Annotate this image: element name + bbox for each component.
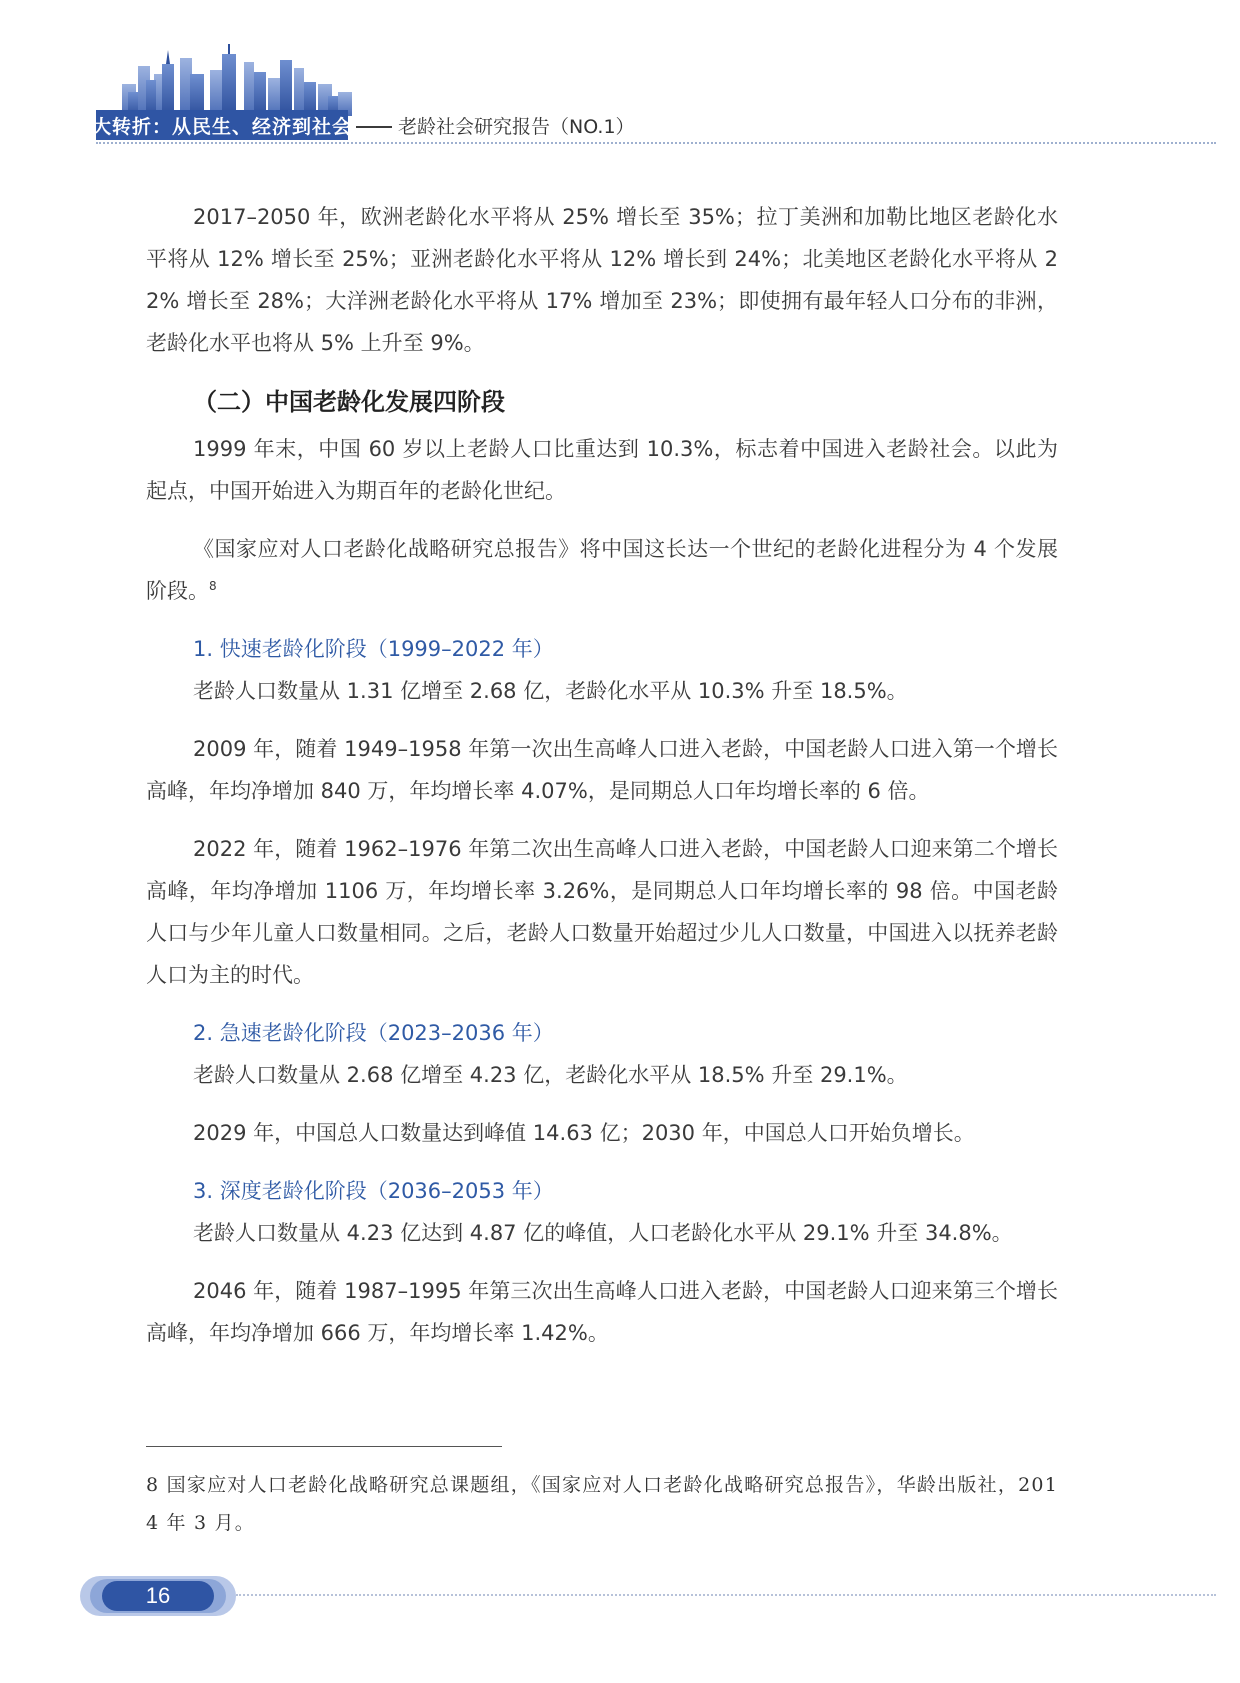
- stage2-summary: 老龄人口数量从 2.68 亿增至 4.23 亿，老龄化水平从 18.5% 升至 29.1%。: [193, 1063, 908, 1087]
- paragraph-1999-aging-society: 1999 年末，中国 60 岁以上老龄人口比重达到 10.3%，标志着中国进入老龄社会。以此为起点，中国开始进入为期百年的老龄化世纪。: [146, 437, 1058, 503]
- stage1-2009-peak: 2009 年，随着 1949–1958 年第一次出生高峰人口进入老龄，中国老龄人口进入第一个增长高峰，年均净增加 840 万，年均增长率 4.07%，是同期总人口年均增长率的 6 倍。: [146, 737, 1058, 803]
- page-number-badge: [80, 1576, 240, 1616]
- book-title: 大转折：从民生、经济到社会: [92, 115, 353, 138]
- header-dash-divider: [356, 126, 392, 128]
- header-dotted-rule: [96, 142, 1216, 144]
- paragraph-four-stages-intro: [146, 528, 1058, 612]
- stage2-heading: 2. 急速老龄化阶段（2023–2036 年）: [193, 1021, 554, 1045]
- stage3-heading: 3. 深度老龄化阶段（2036–2053 年）: [193, 1179, 554, 1203]
- footnote-8: 8 国家应对人口老龄化战略研究总课题组，《国家应对人口老龄化战略研究总报告》，华龄出版社，2014 年 3 月。: [146, 1474, 1058, 1534]
- footer-dotted-rule: [236, 1594, 1216, 1596]
- stage3-2046-peak: 2046 年，随着 1987–1995 年第三次出生高峰人口进入老龄，中国老龄人口迎来第三个增长高峰，年均净增加 666 万，年均增长率 1.42%。: [146, 1279, 1058, 1345]
- stage1-summary: 老龄人口数量从 1.31 亿增至 2.68 亿，老龄化水平从 10.3% 升至 18.5%。: [193, 679, 908, 703]
- four-stages-intro-text: 《国家应对人口老龄化战略研究总报告》将中国这长达一个世纪的老龄化进程分为 4 个发展阶段。: [146, 537, 1058, 603]
- stage3-summary: 老龄人口数量从 4.23 亿达到 4.87 亿的峰值，人口老龄化水平从 29.1% 升至 34.8%。: [193, 1221, 1013, 1245]
- footnote-reference[interactable]: 8: [209, 579, 217, 593]
- section-heading-china-stages: （二）中国老龄化发展四阶段: [193, 387, 505, 416]
- paragraph-regional-aging: 2017–2050 年，欧洲老龄化水平将从 25% 增长至 35%；拉丁美洲和加勒比地区老龄化水平将从 12% 增长至 25%；亚洲老龄化水平将从 12% 增长到 24%；北美地区老龄化水平将从 22% 增长至 28%；大洋洲老龄化水平将从 17% 增加至 23%；即使拥有最年轻人口分布的非洲，老龄化水平也将从 5% 上升至 9%。: [146, 205, 1058, 355]
- report-subtitle: 老龄社会研究报告（NO.1）: [398, 116, 635, 138]
- stage1-heading: 1. 快速老龄化阶段（1999–2022 年）: [193, 637, 554, 661]
- stage1-2022-peak: 2022 年，随着 1962–1976 年第二次出生高峰人口进入老龄，中国老龄人口迎来第二个增长高峰，年均净增加 1106 万，年均增长率 3.26%，是同期总人口年均增长率的 98 倍。中国老龄人口与少年儿童人口数量相同。之后，老龄人口数量开始超过少儿人口数量，中国进入以抚养老龄人口为主的时代。: [146, 837, 1058, 987]
- city-skyline-logo: [118, 44, 358, 116]
- main-content: [146, 196, 1058, 1354]
- footnote-divider: [146, 1446, 502, 1447]
- page-header: [0, 0, 1240, 150]
- header-title-banner: [92, 110, 353, 140]
- stage2-population-peak: 2029 年，中国总人口数量达到峰值 14.63 亿；2030 年，中国总人口开始负增长。: [193, 1121, 975, 1145]
- page-number: 16: [145, 1583, 171, 1608]
